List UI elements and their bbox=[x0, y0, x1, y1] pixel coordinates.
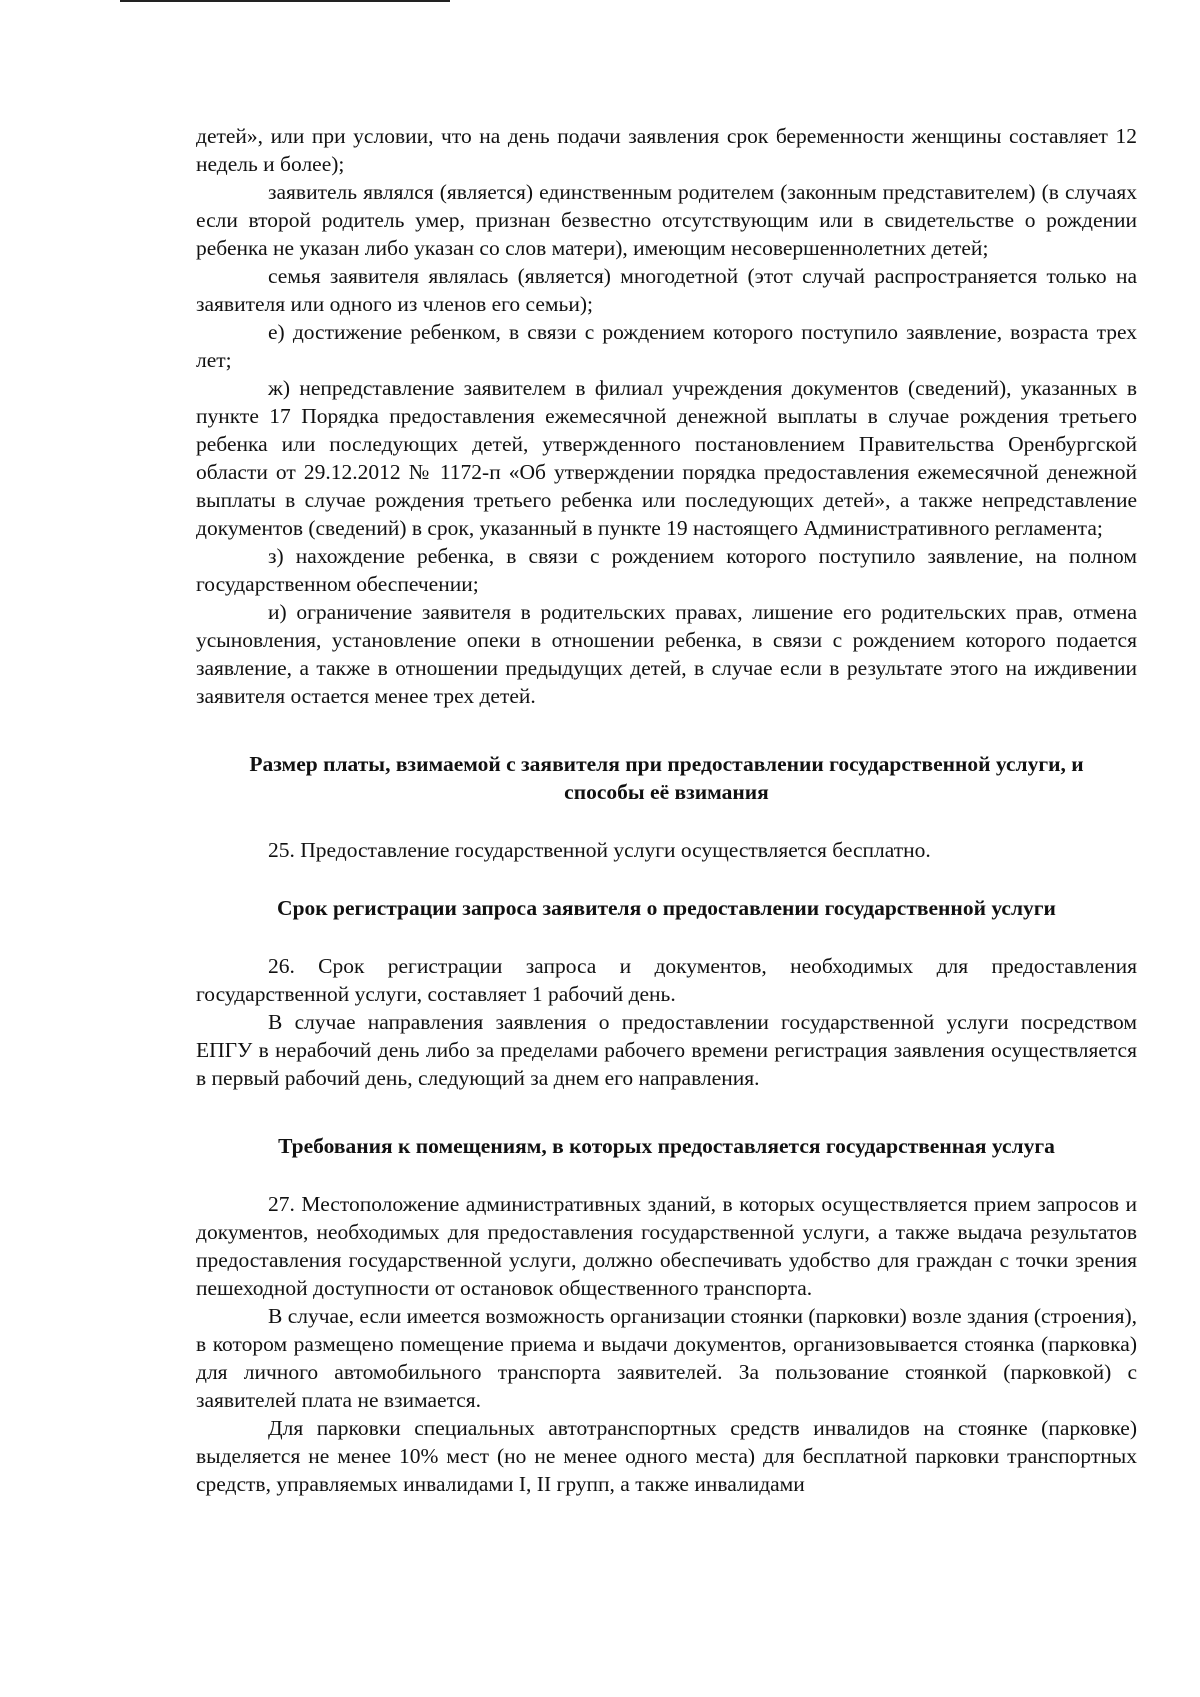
section-heading-fee: Размер платы, взимаемой с заявителя при предоставлении государственной услуги, и способы её взимания bbox=[249, 752, 1084, 804]
document-page bbox=[196, 122, 1137, 1498]
paragraph: 26. Срок регистрации запроса и документов, необходимых для предоставления государственной услуги, составляет 1 рабочий день. bbox=[196, 954, 1137, 1006]
paragraph: з) нахождение ребенка, в связи с рождением которого поступило заявление, на полном государственном обеспечении; bbox=[196, 544, 1137, 596]
scan-edge-line bbox=[120, 0, 450, 2]
paragraph: В случае, если имеется возможность организации стоянки (парковки) возле здания (строения), в котором размещено помещение приема и выдачи документов, организовывается стоянка (парковка) для личного автомобильного транспорта заявителей. За пользование стоянкой (парковкой) с заявителей плата не взимается. bbox=[196, 1304, 1137, 1412]
paragraph: е) достижение ребенком, в связи с рождением которого поступило заявление, возраста трех лет; bbox=[196, 320, 1137, 372]
paragraph: детей», или при условии, что на день подачи заявления срок беременности женщины составляет 12 недель и более); bbox=[196, 124, 1137, 176]
paragraph: 25. Предоставление государственной услуги осуществляется бесплатно. bbox=[268, 838, 931, 862]
paragraph: Для парковки специальных автотранспортных средств инвалидов на стоянке (парковке) выделяется не менее 10% мест (но не менее одного места) для бесплатной парковки транспортных средств, управляемых инвалидами I, II групп, а также инвалидами bbox=[196, 1416, 1137, 1496]
section-heading-registration-term: Срок регистрации запроса заявителя о предоставлении государственной услуги bbox=[277, 896, 1056, 920]
section-heading-premises: Требования к помещениям, в которых предоставляется государственная услуга bbox=[278, 1134, 1055, 1158]
paragraph: В случае направления заявления о предоставлении государственной услуги посредством ЕПГУ в нерабочий день либо за пределами рабочего времени регистрация заявления осуществляется в первый рабочий день, следующий за днем его направления. bbox=[196, 1010, 1137, 1090]
paragraph: и) ограничение заявителя в родительских правах, лишение его родительских прав, отмена усыновления, установление опеки в отношении ребенка, в связи с рождением которого подается заявление, а также в отношении предыдущих детей, в случае если в результате этого на иждивении заявителя остается менее трех детей. bbox=[196, 600, 1137, 708]
paragraph: 27. Местоположение административных зданий, в которых осуществляется прием запросов и документов, необходимых для предоставления государственной услуги, а также выдача результатов предоставления государственной услуги, должно обеспечивать удобство для граждан с точки зрения пешеходной доступности от остановок общественного транспорта. bbox=[196, 1192, 1137, 1300]
paragraph: семья заявителя являлась (является) многодетной (этот случай распространяется только на заявителя или одного из членов его семьи); bbox=[196, 264, 1137, 316]
paragraph: ж) непредставление заявителем в филиал учреждения документов (сведений), указанных в пункте 17 Порядка предоставления ежемесячной денежной выплаты в случае рождения третьего ребенка или последующих детей, утвержденного постановлением Правительства Оренбургской области от 29.12.2012 № 1172-п «Об утверждении порядка предоставления ежемесячной денежной выплаты в случае рождения третьего ребенка или последующих детей», а также непредставление документов (сведений) в срок, указанный в пункте 19 настоящего Административного регламента; bbox=[196, 376, 1137, 540]
paragraph: заявитель являлся (является) единственным родителем (законным представителем) (в случаях если второй родитель умер, признан безвестно отсутствующим или в свидетельстве о рождении ребенка не указан либо указан со слов матери), имеющим несовершеннолетних детей; bbox=[196, 180, 1137, 260]
